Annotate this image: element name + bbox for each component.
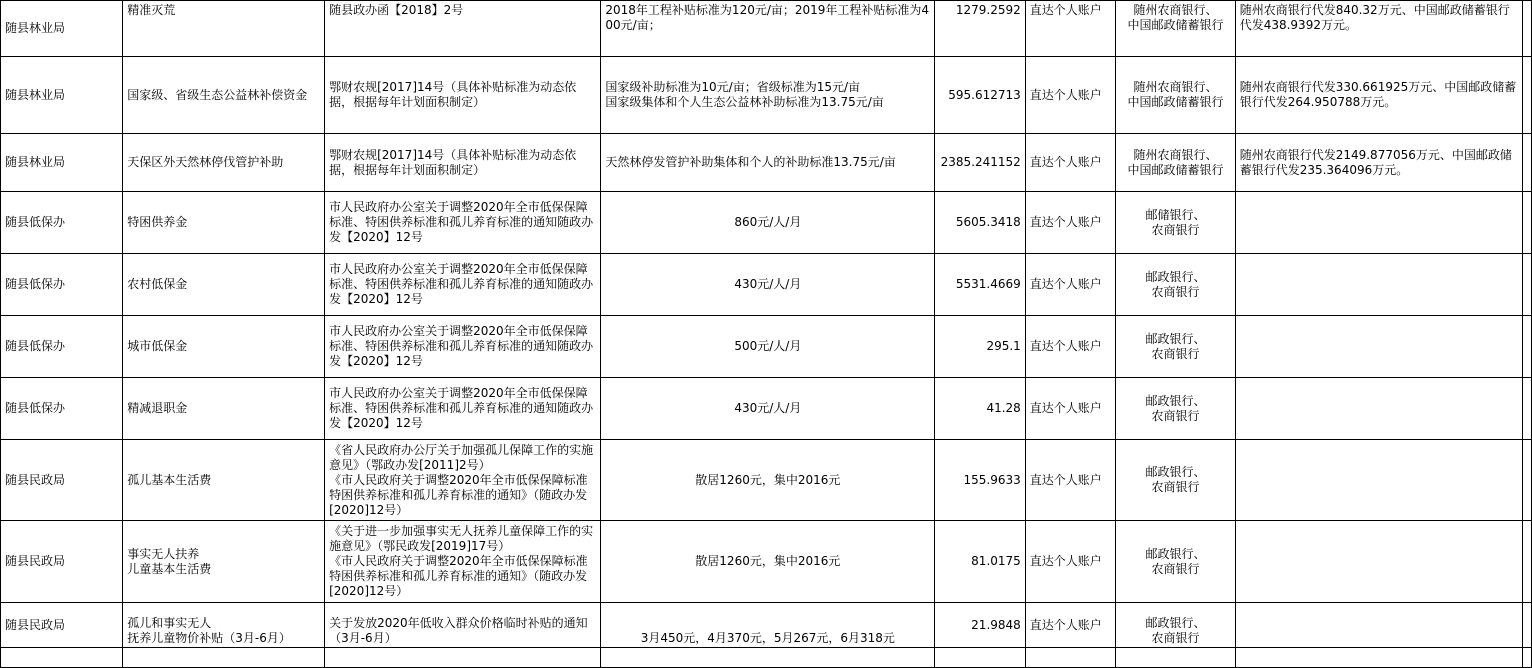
table-row [1,521,1532,603]
amount-cell[interactable]: 2385.241152 [935,134,1026,192]
policy-cell[interactable] [325,316,601,378]
table-row [1,254,1532,316]
banks-line: 邮政银行、 [1145,616,1206,630]
amount-cell[interactable]: 295.1 [935,316,1026,378]
policy-line: 关于发放2020年低收入群众价格临时补贴的通知（3月-6月） [329,616,588,645]
banks-line: 农商银行 [1151,480,1200,494]
project-line: 孤儿和事实无人 [127,616,212,630]
method-cell[interactable]: 直达个人账户 [1025,134,1116,192]
policy-cell[interactable] [325,1,601,57]
policy-line: 随县政办函【2018】2号 [329,3,464,17]
amount-cell[interactable]: 155.9633 [935,440,1026,521]
amount-cell[interactable]: 5605.3418 [935,192,1026,254]
note-cell[interactable] [1235,192,1522,254]
project-line: 特困供养金 [127,215,188,229]
standard-line: 430元/人/月 [734,401,802,415]
table-row [1,603,1532,648]
amount-cell[interactable]: 81.0175 [935,521,1026,603]
project-cell[interactable] [123,1,325,57]
standard-line: 500元/人/月 [734,339,802,353]
standard-cell[interactable] [601,378,935,440]
banks-line: 邮储银行、 [1145,207,1206,222]
standard-line: 430元/人/月 [734,277,802,291]
project-line: 城市低保金 [127,339,188,353]
project-line: 精减退职金 [127,401,188,415]
project-cell[interactable] [123,254,325,316]
banks-cell[interactable] [1116,316,1235,378]
project-cell[interactable] [123,378,325,440]
note-cell[interactable] [1235,57,1522,134]
policy-cell[interactable] [325,440,601,521]
table-row [1,316,1532,378]
standard-line: 国家级补助标准为10元/亩；省级标准为15元/亩 [605,80,861,94]
banks-line: 农商银行 [1151,222,1200,237]
standard-cell[interactable] [601,440,935,521]
project-cell[interactable] [123,134,325,192]
method-cell[interactable]: 直达个人账户 [1025,378,1116,440]
method-cell[interactable]: 直达个人账户 [1025,192,1116,254]
policy-cell[interactable] [325,254,601,316]
banks-line: 中国邮政储蓄银行 [1127,18,1224,32]
table-row [1,192,1532,254]
note-cell[interactable] [1235,254,1522,316]
project-cell[interactable] [123,440,325,521]
banks-line: 邮政银行、 [1145,465,1206,479]
table-row [1,440,1532,521]
banks-line: 随州农商银行、 [1133,80,1218,94]
empty-cell[interactable] [1,648,123,668]
method-cell[interactable]: 直达个人账户 [1025,603,1116,648]
edge-cell[interactable] [1522,254,1531,316]
method-cell[interactable]: 直达个人账户 [1025,57,1116,134]
banks-line: 中国邮政储蓄银行 [1127,162,1224,177]
note-cell[interactable] [1235,1,1522,57]
banks-cell[interactable] [1116,254,1235,316]
method-cell[interactable]: 直达个人账户 [1025,316,1116,378]
project-line: 国家级、省级生态公益林补偿资金 [127,87,308,102]
policy-line: 市人民政府办公室关于调整2020年全市低保保障标准、特困供养标准和孤儿养育标准的通知随政办发【2020】12号 [329,200,594,244]
policy-cell[interactable] [325,134,601,192]
standard-cell[interactable] [601,192,935,254]
standard-line: 2018年工程补贴标准为120元/亩；2019年工程补贴标准为400元/亩； [605,3,930,32]
standard-cell[interactable] [601,134,935,192]
note-cell[interactable] [1235,316,1522,378]
policy-line: 《市人民政府关于调整2020年全市低保保障标准特困供养标准和孤儿养育标准的通知》（随政办发[2020]12号） [329,472,588,517]
department-cell[interactable]: 随县林业局 [1,57,123,134]
project-cell[interactable] [123,192,325,254]
edge-cell[interactable] [1522,440,1531,521]
banks-cell[interactable] [1116,1,1235,57]
table-row-partial [1,648,1532,668]
standard-line: 国家级集体和个人生态公益林补助标准为13.75元/亩 [605,95,884,109]
banks-cell[interactable] [1116,192,1235,254]
banks-line: 农商银行 [1151,561,1200,576]
edge-cell[interactable] [1522,378,1531,440]
banks-line: 农商银行 [1151,631,1200,645]
banks-line: 农商银行 [1151,346,1200,361]
standard-cell[interactable] [601,521,935,603]
department-cell[interactable]: 随县林业局 [1,134,123,192]
amount-cell[interactable]: 21.9848 [935,603,1026,648]
amount-cell[interactable]: 595.612713 [935,57,1026,134]
policy-line: 市人民政府办公室关于调整2020年全市低保保障标准、特困供养标准和孤儿养育标准的通知随政办发【2020】12号 [329,262,594,306]
banks-line: 农商银行 [1151,284,1200,299]
method-cell[interactable]: 直达个人账户 [1025,521,1116,603]
note-cell[interactable] [1235,440,1522,521]
banks-cell[interactable] [1116,57,1235,134]
amount-cell[interactable]: 41.28 [935,378,1026,440]
policy-line: 《关于进一步加强事实无人抚养儿童保障工作的实施意见》（鄂民政发[2019]17号） [329,524,594,553]
banks-line: 随州农商银行、 [1133,147,1218,162]
note-cell[interactable] [1235,603,1522,648]
method-cell[interactable]: 直达个人账户 [1025,440,1116,521]
project-line: 事实无人扶养 [127,546,200,561]
banks-cell[interactable] [1116,603,1235,648]
standard-line: 散居1260元，集中2016元 [695,472,841,487]
banks-line: 邮政银行、 [1145,331,1206,346]
empty-cell[interactable] [1116,648,1235,668]
banks-cell[interactable] [1116,378,1235,440]
department-cell[interactable]: 随县低保办 [1,192,123,254]
standard-cell[interactable] [601,1,935,57]
note-line: 随州农商银行代发2149.877056万元、中国邮政储蓄银行代发235.364096万元。 [1239,147,1512,177]
edge-cell[interactable] [1522,316,1531,378]
department-cell[interactable]: 随县低保办 [1,316,123,378]
table-row [1,1,1532,57]
note-cell[interactable] [1235,378,1522,440]
department-cell[interactable]: 随县低保办 [1,378,123,440]
banks-line: 邮政银行、 [1145,269,1206,284]
project-line: 农村低保金 [127,277,188,291]
project-cell[interactable] [123,57,325,134]
standard-cell[interactable] [601,57,935,134]
empty-cell[interactable] [1522,648,1531,668]
table-row [1,134,1532,192]
banks-line: 邮政银行、 [1145,546,1206,561]
banks-line: 邮政银行、 [1145,393,1206,408]
amount-cell[interactable]: 1279.2592 [935,1,1026,57]
project-line: 儿童基本生活费 [127,561,212,576]
standard-cell[interactable] [601,603,935,648]
policy-line: 鄂财农规[2017]14号（具体补贴标准为动态依据，根据每年计划面积制定） [329,80,577,109]
department-cell[interactable]: 随县林业局 [1,1,123,57]
project-cell[interactable] [123,521,325,603]
standard-cell[interactable] [601,254,935,316]
note-cell[interactable] [1235,134,1522,192]
empty-cell[interactable] [325,648,601,668]
note-line: 随州农商银行代发840.32万元、中国邮政储蓄银行代发438.9392万元。 [1239,3,1510,32]
policy-line: 鄂财农规[2017]14号（具体补贴标准为动态依据，根据每年计划面积制定） [329,147,577,177]
standard-line: 3月450元，4月370元，5月267元，6月318元 [640,631,895,645]
banks-line: 农商银行 [1151,408,1200,423]
policy-cell[interactable] [325,192,601,254]
empty-cell[interactable] [935,648,1026,668]
policy-cell[interactable] [325,603,601,648]
policy-cell[interactable] [325,521,601,603]
table-row [1,57,1532,134]
policy-cell[interactable] [325,378,601,440]
department-cell[interactable]: 随县民政局 [1,521,123,603]
standard-line: 860元/人/月 [734,215,802,229]
empty-cell[interactable] [1235,648,1522,668]
amount-cell[interactable]: 5531.4669 [935,254,1026,316]
policy-line: 市人民政府办公室关于调整2020年全市低保保障标准、特困供养标准和孤儿养育标准的通知随政办发【2020】12号 [329,386,594,430]
edge-cell[interactable] [1522,521,1531,603]
method-cell[interactable]: 直达个人账户 [1025,1,1116,57]
table-row [1,378,1532,440]
project-line: 抚养儿童物价补贴（3月-6月） [127,631,291,645]
empty-cell[interactable] [1025,648,1116,668]
edge-cell[interactable] [1522,192,1531,254]
empty-cell[interactable] [601,648,935,668]
standard-line: 天然林停发管护补助集体和个人的补助标准13.75元/亩 [605,155,896,169]
department-cell[interactable]: 随县民政局 [1,440,123,521]
department-cell[interactable]: 随县低保办 [1,254,123,316]
banks-cell[interactable] [1116,134,1235,192]
project-cell[interactable] [123,316,325,378]
standard-cell[interactable] [601,316,935,378]
project-line: 精准灭荒 [127,3,176,17]
policy-cell[interactable] [325,57,601,134]
banks-cell[interactable] [1116,440,1235,521]
policy-line: 《市人民政府关于调整2020年全市低保保障标准特困供养标准和孤儿养育标准的通知》（随政办发[2020]12号） [329,554,588,598]
note-cell[interactable] [1235,521,1522,603]
policy-line: 《省人民政府办公厅关于加强孤儿保障工作的实施意见》（鄂政办发[2011]2号） [329,442,594,472]
note-line: 随州农商银行代发330.661925万元、中国邮政储蓄银行代发264.950788万元。 [1239,80,1517,109]
project-line: 孤儿基本生活费 [127,472,212,487]
edge-cell[interactable] [1522,57,1531,134]
project-cell[interactable] [123,603,325,648]
table-body [1,1,1532,668]
banks-line: 中国邮政储蓄银行 [1127,95,1224,109]
project-line: 天保区外天然林停伐管护补助 [127,155,284,169]
banks-line: 随州农商银行、 [1133,3,1218,17]
empty-cell[interactable] [123,648,325,668]
edge-cell[interactable] [1522,603,1531,648]
department-cell[interactable]: 随县民政局 [1,603,123,648]
edge-cell[interactable] [1522,134,1531,192]
banks-cell[interactable] [1116,521,1235,603]
method-cell[interactable]: 直达个人账户 [1025,254,1116,316]
edge-cell[interactable] [1522,1,1531,57]
standard-line: 散居1260元，集中2016元 [695,554,841,568]
policy-line: 市人民政府办公室关于调整2020年全市低保保障标准、特困供养标准和孤儿养育标准的通知随政办发【2020】12号 [329,324,594,368]
